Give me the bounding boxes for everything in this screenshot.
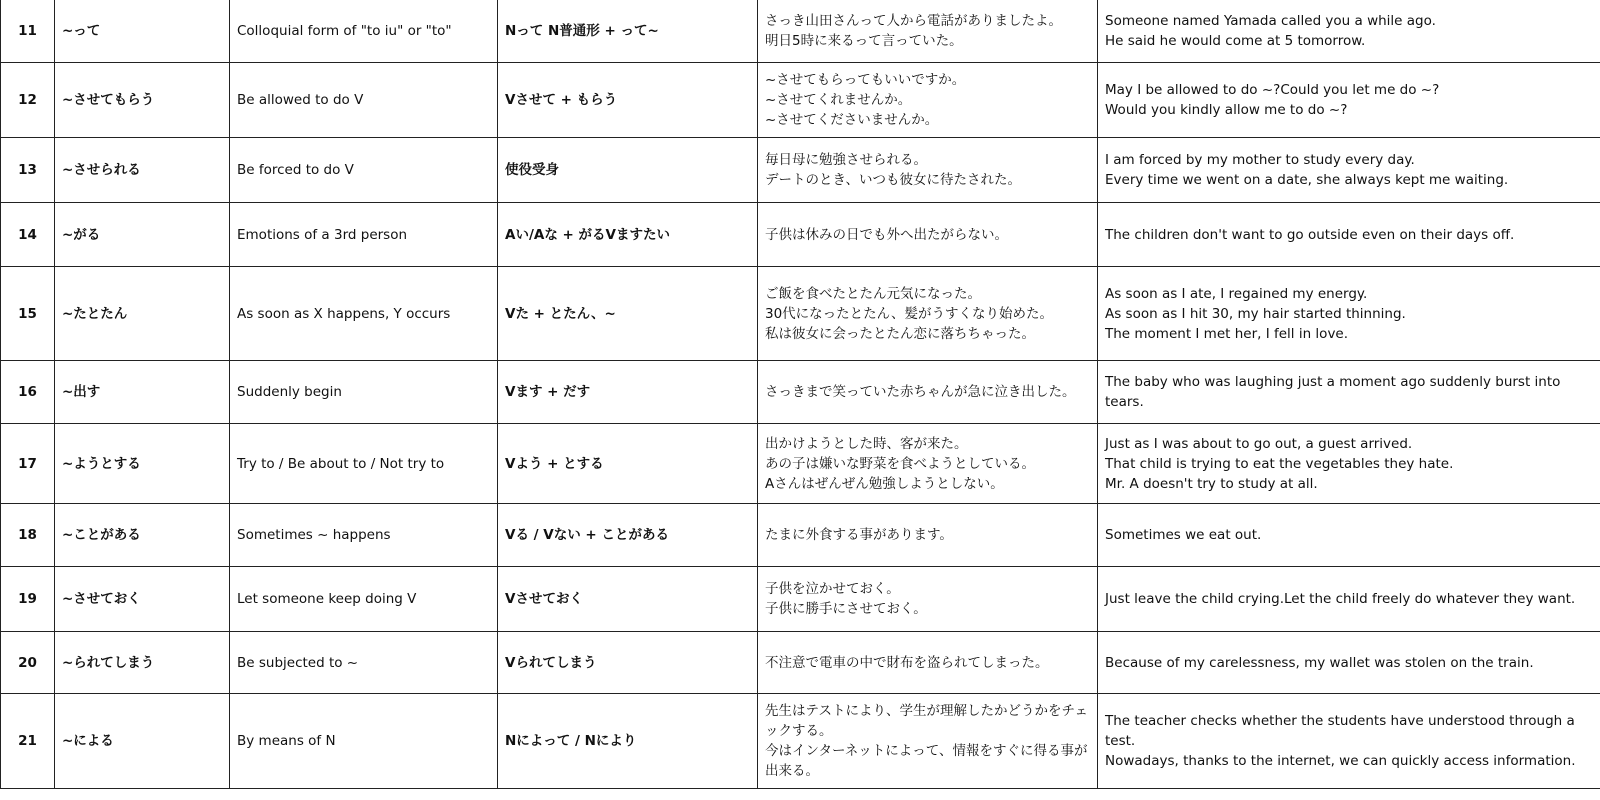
table-row <box>1 361 1600 424</box>
table-body <box>1 0 1600 789</box>
japanese-example-line: Aさんはぜんぜん勉強しようとしない。 <box>765 475 1004 492</box>
english-example-line: Every time we went on a date, she always kept me waiting. <box>1105 172 1509 188</box>
row-number: 20 <box>1 632 55 694</box>
japanese-examples <box>758 267 1098 361</box>
meaning: As soon as X happens, Y occurs <box>230 267 498 361</box>
english-example-line: As soon as I hit 30, my hair started thinning. <box>1105 305 1406 322</box>
japanese-example-line: 30代になったとたん、髪がうすくなり始めた。 <box>765 305 1053 322</box>
japanese-examples <box>758 0 1098 63</box>
english-example-line: Sometimes we eat out. <box>1105 527 1262 543</box>
japanese-example-line: デートのとき、いつも彼女に待たされた。 <box>765 172 1021 188</box>
japanese-example-line: 私は彼女に会ったとたん恋に落ちちゃった。 <box>765 325 1035 342</box>
table-row <box>1 504 1600 567</box>
grammar-point: ~による <box>55 694 230 789</box>
structure: Vよう + とする <box>498 424 758 504</box>
meaning: Try to / Be about to / Not try to <box>230 424 498 504</box>
structure: Vる / Vない + ことがある <box>498 504 758 567</box>
english-example-line: Just as I was about to go out, a guest arrived. <box>1105 435 1413 452</box>
english-example-line: The moment I met her, I fell in love. <box>1105 325 1349 342</box>
table-row <box>1 694 1600 789</box>
meaning: By means of N <box>230 694 498 789</box>
table-row <box>1 138 1600 203</box>
grammar-point: ~ことがある <box>55 504 230 567</box>
table-row <box>1 63 1600 138</box>
grammar-point: ~たとたん <box>55 267 230 361</box>
english-example-line: That child is trying to eat the vegetables they hate. <box>1105 455 1454 472</box>
row-number: 21 <box>1 694 55 789</box>
row-number: 13 <box>1 138 55 203</box>
structure: Vます + だす <box>498 361 758 424</box>
row-number: 18 <box>1 504 55 567</box>
english-example-line: The children don't want to go outside even on their days off. <box>1105 226 1515 243</box>
english-examples <box>1098 567 1600 632</box>
structure: Nによって / Nにより <box>498 694 758 789</box>
meaning: Sometimes ~ happens <box>230 504 498 567</box>
grammar-point: ~させてもらう <box>55 63 230 138</box>
row-number: 11 <box>1 0 55 63</box>
meaning: Colloquial form of "to iu" or "to" <box>230 0 498 63</box>
english-example-line: The baby who was laughing just a moment ago suddenly burst into tears. <box>1105 374 1561 410</box>
japanese-example-line: さっき山田さんって人から電話がありましたよ。 <box>765 12 1062 29</box>
row-number: 15 <box>1 267 55 361</box>
japanese-example-line: 明日5時に来るって言っていた。 <box>765 32 963 49</box>
grammar-point: ~出す <box>55 361 230 424</box>
english-examples <box>1098 0 1600 63</box>
japanese-example-line: 子供は休みの日でも外へ出たがらない。 <box>765 226 1008 243</box>
english-example-line: Just leave the child crying.Let the child freely do whatever they want. <box>1105 591 1576 607</box>
japanese-example-line: 先生はテストにより、学生が理解したかどうかをチェックする。 <box>765 703 1089 739</box>
japanese-example-line: 子供に勝手にさせておく。 <box>765 601 927 617</box>
grammar-point: ~させられる <box>55 138 230 203</box>
structure: Vた + とたん、~ <box>498 267 758 361</box>
japanese-example-line: さっきまで笑っていた赤ちゃんが急に泣き出した。 <box>765 384 1076 400</box>
japanese-example-line: 毎日母に勉強させられる。 <box>765 152 927 168</box>
japanese-example-line: ~させてくれませんか。 <box>765 92 912 108</box>
japanese-examples <box>758 203 1098 267</box>
english-examples <box>1098 63 1600 138</box>
structure: 使役受身 <box>498 138 758 203</box>
english-example-line: Would you kindly allow me to do ~? <box>1105 102 1348 118</box>
english-examples <box>1098 694 1600 789</box>
english-example-line: He said he would come at 5 tomorrow. <box>1105 32 1366 49</box>
english-example-line: The teacher checks whether the students have understood through a test. <box>1105 713 1575 749</box>
japanese-example-line: ~させてもらってもいいですか。 <box>765 72 966 88</box>
table-row <box>1 424 1600 504</box>
english-example-line: May I be allowed to do ~?Could you let me do ~? <box>1105 82 1440 98</box>
english-examples <box>1098 267 1600 361</box>
structure: Nって N普通形 + って~ <box>498 0 758 63</box>
english-example-line: Mr. A doesn't try to study at all. <box>1105 475 1318 492</box>
row-number: 16 <box>1 361 55 424</box>
japanese-example-line: 今はインターネットによって、情報をすぐに得る事が出来る。 <box>765 743 1088 779</box>
japanese-examples <box>758 567 1098 632</box>
row-number: 17 <box>1 424 55 504</box>
japanese-examples <box>758 632 1098 694</box>
structure: Aい/Aな + がるVますたい <box>498 203 758 267</box>
japanese-example-line: あの子は嫌いな野菜を食べようとしている。 <box>765 455 1035 472</box>
english-example-line: I am forced by my mother to study every day. <box>1105 152 1415 168</box>
english-examples <box>1098 138 1600 203</box>
meaning: Suddenly begin <box>230 361 498 424</box>
japanese-example-line: ~させてくださいませんか。 <box>765 112 939 128</box>
table-row <box>1 0 1600 63</box>
meaning: Be allowed to do V <box>230 63 498 138</box>
meaning: Be forced to do V <box>230 138 498 203</box>
meaning: Emotions of a 3rd person <box>230 203 498 267</box>
japanese-example-line: たまに外食する事があります。 <box>765 527 953 543</box>
grammar-point: ~がる <box>55 203 230 267</box>
grammar-point: ~られてしまう <box>55 632 230 694</box>
english-example-line: Nowadays, thanks to the internet, we can quickly access information. <box>1105 753 1576 769</box>
english-example-line: As soon as I ate, I regained my energy. <box>1105 285 1368 302</box>
japanese-examples <box>758 361 1098 424</box>
english-example-line: Someone named Yamada called you a while ago. <box>1105 12 1436 29</box>
table-row <box>1 567 1600 632</box>
grammar-point: ~ようとする <box>55 424 230 504</box>
row-number: 12 <box>1 63 55 138</box>
japanese-examples <box>758 424 1098 504</box>
japanese-example-line: 子供を泣かせておく。 <box>765 581 900 597</box>
japanese-example-line: ご飯を食べたとたん元気になった。 <box>765 285 981 302</box>
meaning: Let someone keep doing V <box>230 567 498 632</box>
structure: Vさせておく <box>498 567 758 632</box>
structure: Vられてしまう <box>498 632 758 694</box>
row-number: 14 <box>1 203 55 267</box>
row-number: 19 <box>1 567 55 632</box>
table-row <box>1 203 1600 267</box>
table-row <box>1 267 1600 361</box>
english-examples <box>1098 361 1600 424</box>
japanese-examples <box>758 504 1098 567</box>
grammar-point: ~させておく <box>55 567 230 632</box>
japanese-examples <box>758 694 1098 789</box>
grammar-point: ~って <box>55 0 230 63</box>
japanese-example-line: 出かけようとした時、客が来た。 <box>765 435 968 452</box>
structure: Vさせて + もらう <box>498 63 758 138</box>
english-examples <box>1098 504 1600 567</box>
japanese-example-line: 不注意で電車の中で財布を盗られてしまった。 <box>765 654 1049 671</box>
japanese-examples <box>758 138 1098 203</box>
english-examples <box>1098 632 1600 694</box>
japanese-examples <box>758 63 1098 138</box>
english-example-line: Because of my carelessness, my wallet was stolen on the train. <box>1105 654 1534 671</box>
english-examples <box>1098 424 1600 504</box>
english-examples <box>1098 203 1600 267</box>
table-row <box>1 632 1600 694</box>
meaning: Be subjected to ~ <box>230 632 498 694</box>
